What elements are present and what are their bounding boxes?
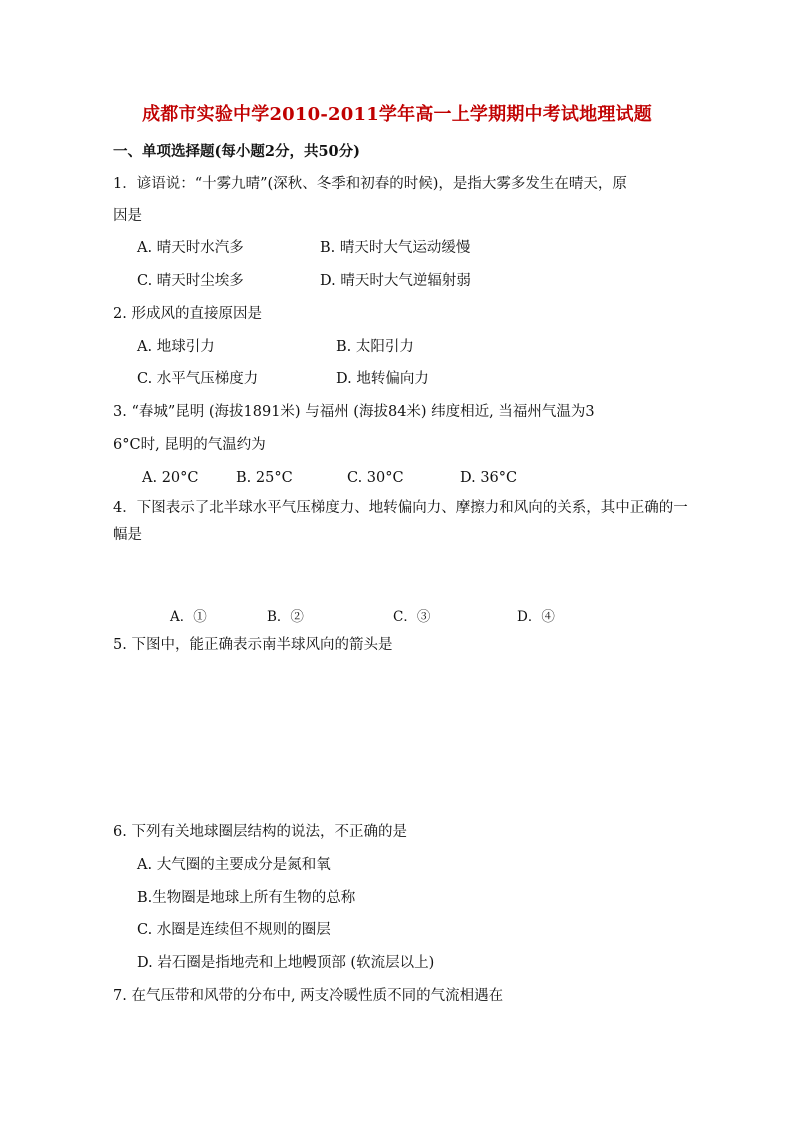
question-2-option-d: D. 地转偏向力 [336,371,429,387]
question-6-option-c: C. 水圈是连续但不规则的圈层 [137,922,331,938]
question-1-stem-cont: 因是 [113,208,142,224]
question-4-stem: 4．下图表示了北半球水平气压梯度力、地转偏向力、摩擦力和风向的关系，其中正确的一 [113,500,688,516]
question-1-option-a: A. 晴天时水汽多 [137,240,244,256]
question-3-option-a: A. 20°C [142,470,199,486]
question-4-stem-cont: 幅是 [113,527,142,543]
question-3-option-b: B. 25°C [236,470,293,486]
question-3-stem-cont: 6°C时, 昆明的气温约为 [113,437,266,453]
section-heading: 一、单项选择题(每小题2分，共50分) [113,143,360,160]
question-3-stem: 3. “春城”昆明 (海拔1891米) 与福州 (海拔84米) 纬度相近, 当福州气温为3 [113,404,595,420]
question-1-stem: 1．谚语说：“十雾九晴”(深秋、冬季和初春的时候)，是指大雾多发生在晴天，原 [113,176,627,192]
question-1-option-d: D. 晴天时大气逆辐射弱 [320,273,471,289]
question-4-option-a: A．① [170,609,207,625]
question-6-stem: 6. 下列有关地球圈层结构的说法，不正确的是 [113,824,407,840]
question-4-option-d: D．④ [517,609,555,625]
question-6-option-b: B.生物圈是地球上所有生物的总称 [137,890,356,906]
question-5-stem: 5. 下图中，能正确表示南半球风向的箭头是 [113,637,393,653]
question-2-stem: 2. 形成风的直接原因是 [113,306,262,322]
question-2-option-c: C. 水平气压梯度力 [137,371,259,387]
question-1-option-b: B. 晴天时大气运动缓慢 [320,240,471,256]
question-4-option-b: B．② [267,609,304,625]
question-6-option-a: A. 大气圈的主要成分是氮和氧 [137,857,331,873]
question-3-option-d: D. 36°C [460,470,518,486]
question-2-option-b: B. 太阳引力 [336,339,414,355]
question-2-option-a: A. 地球引力 [137,339,215,355]
question-1-option-c: C. 晴天时尘埃多 [137,273,244,289]
page-title: 成都市实验中学2010-2011学年高一上学期期中考试地理试题 [142,104,652,125]
question-4-option-c: C．③ [393,609,431,625]
question-7-stem: 7. 在气压带和风带的分布中, 两支冷暖性质不同的气流相遇在 [113,988,504,1004]
question-3-option-c: C. 30°C [347,470,404,486]
question-6-option-d: D. 岩石圈是指地壳和上地幔顶部 (软流层以上) [137,955,435,971]
